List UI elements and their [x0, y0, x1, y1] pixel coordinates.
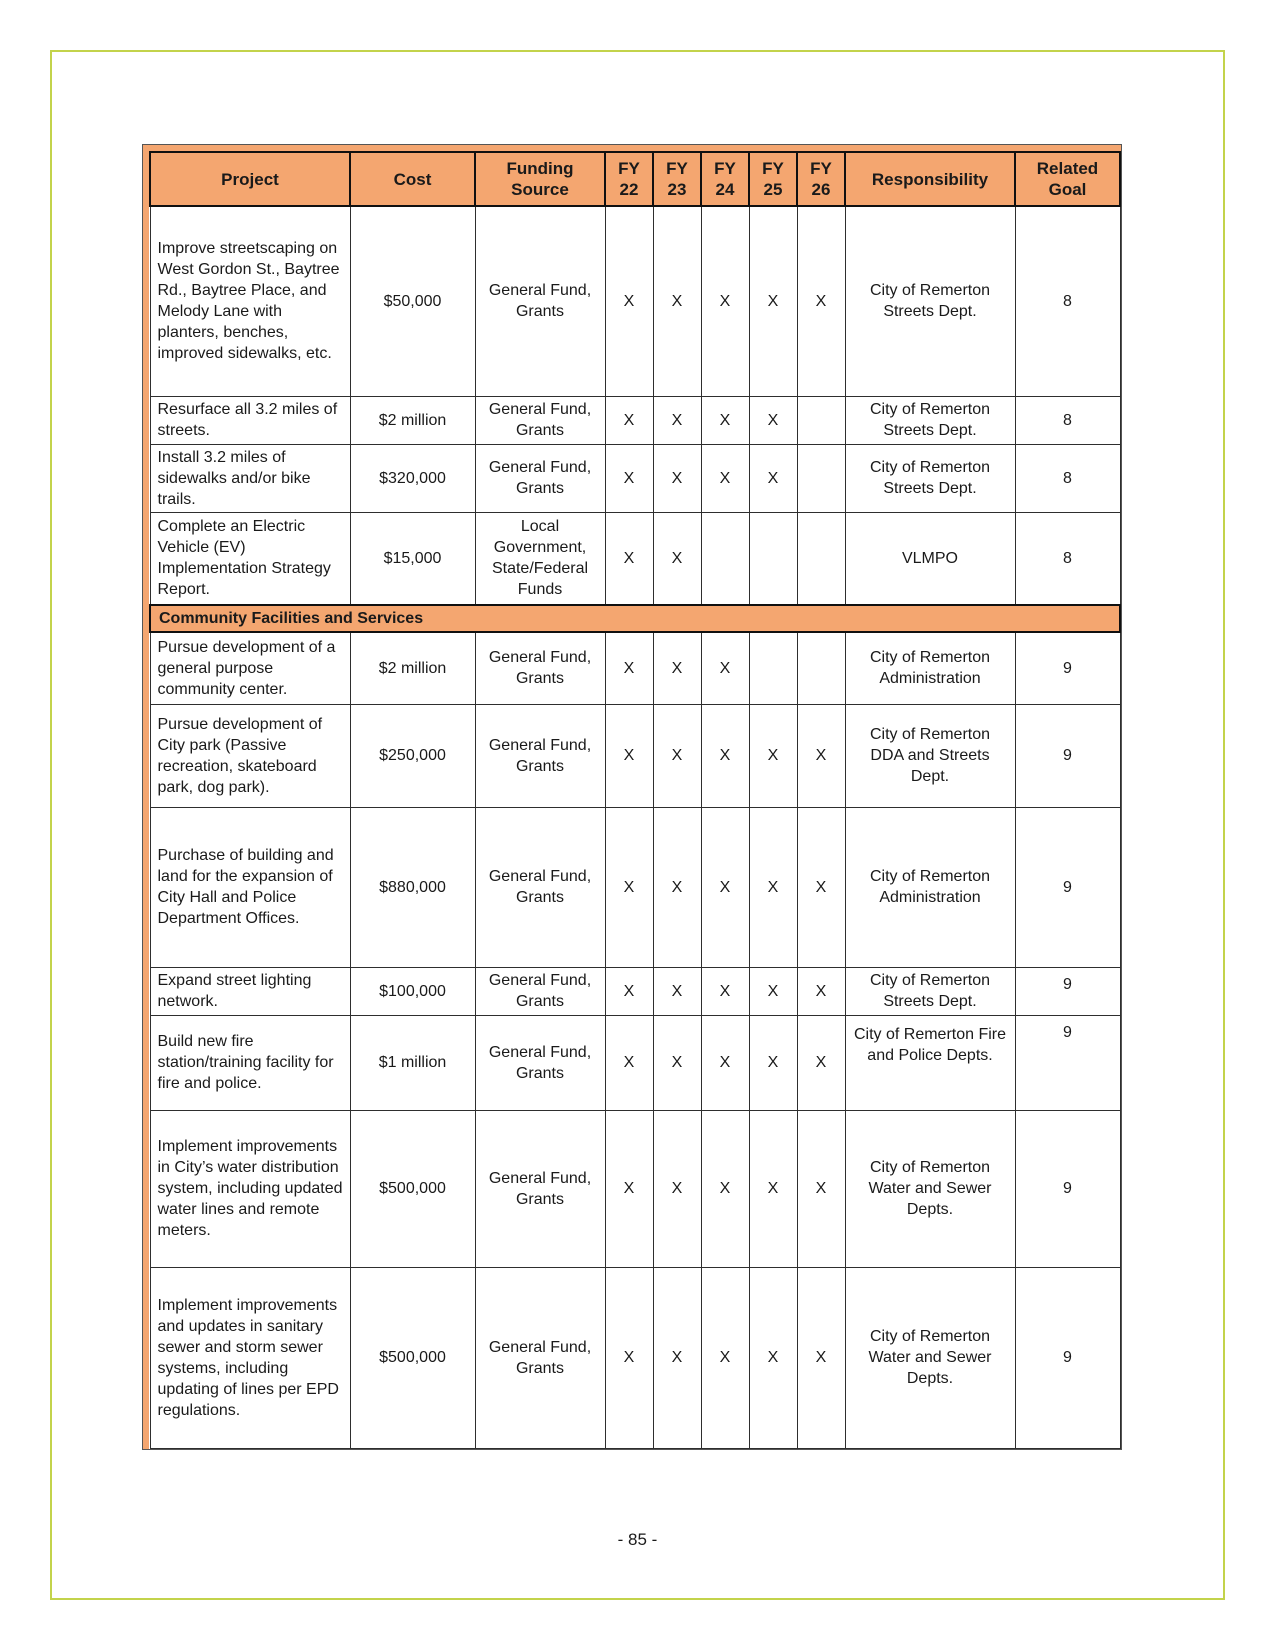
fy25-cell: X [749, 704, 797, 807]
cost-cell: $2 million [350, 396, 475, 444]
related-goal-cell: 9 [1015, 807, 1120, 967]
cost-cell: $1 million [350, 1015, 475, 1110]
fy25-cell: X [749, 206, 797, 396]
fy23-cell: X [653, 632, 701, 704]
section-header: Community Facilities and Services [150, 605, 1120, 632]
project-cell: Build new fire station/training facility for fire and police. [150, 1015, 350, 1110]
project-cell: Pursue development of City park (Passive recreation, skateboard park, dog park). [150, 704, 350, 807]
fy23-cell: X [653, 396, 701, 444]
related-goal-cell: 8 [1015, 206, 1120, 396]
fy22-cell: X [605, 444, 653, 512]
funding-source-cell: General Fund, Grants [475, 396, 605, 444]
fy22-cell: X [605, 512, 653, 605]
fy22-cell: X [605, 1267, 653, 1448]
fy26-cell: X [797, 1267, 845, 1448]
col-header-related-goal: Related Goal [1015, 152, 1120, 206]
col-header-fy-23: FY 23 [653, 152, 701, 206]
fy24-cell: X [701, 444, 749, 512]
responsibility-cell: City of Remerton Administration [845, 807, 1015, 967]
fy24-cell: X [701, 704, 749, 807]
table-row [150, 206, 1120, 396]
fy26-cell [797, 512, 845, 605]
fy25-cell [749, 512, 797, 605]
funding-source-cell: General Fund, Grants [475, 206, 605, 396]
fy23-cell: X [653, 1015, 701, 1110]
cost-cell: $50,000 [350, 206, 475, 396]
fy22-cell: X [605, 206, 653, 396]
project-cell: Expand street lighting network. [150, 967, 350, 1015]
fy26-cell [797, 632, 845, 704]
responsibility-cell: City of Remerton DDA and Streets Dept. [845, 704, 1015, 807]
fy26-cell: X [797, 967, 845, 1015]
funding-source-cell: General Fund, Grants [475, 632, 605, 704]
fy26-cell: X [797, 704, 845, 807]
project-cell: Complete an Electric Vehicle (EV) Implementation Strategy Report. [150, 512, 350, 605]
col-header-fy-26: FY 26 [797, 152, 845, 206]
fy22-cell: X [605, 396, 653, 444]
fy24-cell: X [701, 967, 749, 1015]
table-header-row [150, 152, 1120, 206]
col-header-fy-25: FY 25 [749, 152, 797, 206]
fy24-cell: X [701, 807, 749, 967]
table-row [150, 1267, 1120, 1448]
funding-source-cell: General Fund, Grants [475, 807, 605, 967]
related-goal-cell: 9 [1015, 1267, 1120, 1448]
funding-source-cell: General Fund, Grants [475, 967, 605, 1015]
fy25-cell [749, 632, 797, 704]
table-row [150, 396, 1120, 444]
fy24-cell: X [701, 396, 749, 444]
fy23-cell: X [653, 206, 701, 396]
col-header-fy-22: FY 22 [605, 152, 653, 206]
table-row [150, 1015, 1120, 1110]
table-row [150, 807, 1120, 967]
related-goal-cell: 8 [1015, 396, 1120, 444]
table-row [150, 1110, 1120, 1267]
fy25-cell: X [749, 807, 797, 967]
fy22-cell: X [605, 704, 653, 807]
funding-source-cell: General Fund, Grants [475, 1015, 605, 1110]
cip-projects-table [142, 144, 1122, 1450]
responsibility-cell: City of Remerton Water and Sewer Depts. [845, 1267, 1015, 1448]
col-header-responsibility: Responsibility [845, 152, 1015, 206]
table-row [150, 967, 1120, 1015]
fy25-cell: X [749, 1015, 797, 1110]
fy24-cell: X [701, 1015, 749, 1110]
project-cell: Implement improvements and updates in sanitary sewer and storm sewer systems, including updating of lines per EPD regulations. [150, 1267, 350, 1448]
fy25-cell: X [749, 444, 797, 512]
fy26-cell: X [797, 1110, 845, 1267]
table-row [150, 512, 1120, 605]
fy22-cell: X [605, 807, 653, 967]
fy26-cell: X [797, 807, 845, 967]
project-cell: Install 3.2 miles of sidewalks and/or bike trails. [150, 444, 350, 512]
fy23-cell: X [653, 444, 701, 512]
page-number: - 85 - [617, 1530, 658, 1549]
cost-cell: $15,000 [350, 512, 475, 605]
fy24-cell: X [701, 1110, 749, 1267]
cost-cell: $100,000 [350, 967, 475, 1015]
fy26-cell [797, 396, 845, 444]
project-cell: Resurface all 3.2 miles of streets. [150, 396, 350, 444]
section-row [150, 605, 1120, 632]
fy26-cell: X [797, 206, 845, 396]
responsibility-cell: City of Remerton Streets Dept. [845, 444, 1015, 512]
col-header-project: Project [150, 152, 350, 206]
responsibility-cell: City of Remerton Administration [845, 632, 1015, 704]
funding-source-cell: General Fund, Grants [475, 444, 605, 512]
cost-cell: $880,000 [350, 807, 475, 967]
project-cell: Purchase of building and land for the expansion of City Hall and Police Department Offices. [150, 807, 350, 967]
fy25-cell: X [749, 1267, 797, 1448]
fy25-cell: X [749, 967, 797, 1015]
fy24-cell [701, 512, 749, 605]
fy24-cell: X [701, 206, 749, 396]
table-row [150, 444, 1120, 512]
fy22-cell: X [605, 632, 653, 704]
page-border-frame [50, 50, 1225, 1600]
fy25-cell: X [749, 1110, 797, 1267]
fy22-cell: X [605, 1015, 653, 1110]
table-row [150, 704, 1120, 807]
col-header-funding-source: Funding Source [475, 152, 605, 206]
responsibility-cell: City of Remerton Streets Dept. [845, 396, 1015, 444]
fy23-cell: X [653, 1267, 701, 1448]
related-goal-cell: 8 [1015, 512, 1120, 605]
responsibility-cell: City of Remerton Water and Sewer Depts. [845, 1110, 1015, 1267]
related-goal-cell: 9 [1015, 1110, 1120, 1267]
responsibility-cell: City of Remerton Streets Dept. [845, 967, 1015, 1015]
project-cell: Improve streetscaping on West Gordon St., Baytree Rd., Baytree Place, and Melody Lane with planters, benches, improved sidewalks, etc. [150, 206, 350, 396]
col-header-cost: Cost [350, 152, 475, 206]
related-goal-cell: 9 [1015, 704, 1120, 807]
col-header-fy-24: FY 24 [701, 152, 749, 206]
fy23-cell: X [653, 967, 701, 1015]
responsibility-cell: City of Remerton Streets Dept. [845, 206, 1015, 396]
responsibility-cell: City of Remerton Fire and Police Depts. [845, 1015, 1015, 1110]
fy25-cell: X [749, 396, 797, 444]
cost-cell: $2 million [350, 632, 475, 704]
funding-source-cell: General Fund, Grants [475, 1110, 605, 1267]
cost-cell: $250,000 [350, 704, 475, 807]
fy23-cell: X [653, 1110, 701, 1267]
funding-source-cell: Local Government, State/Federal Funds [475, 512, 605, 605]
table-row [150, 632, 1120, 704]
fy24-cell: X [701, 1267, 749, 1448]
fy23-cell: X [653, 704, 701, 807]
fy26-cell: X [797, 1015, 845, 1110]
related-goal-cell: 9 [1015, 632, 1120, 704]
project-cell: Implement improvements in City’s water distribution system, including updated water lines and remote meters. [150, 1110, 350, 1267]
responsibility-cell: VLMPO [845, 512, 1015, 605]
fy26-cell [797, 444, 845, 512]
funding-source-cell: General Fund, Grants [475, 1267, 605, 1448]
fy23-cell: X [653, 807, 701, 967]
cost-cell: $500,000 [350, 1267, 475, 1448]
cost-cell: $320,000 [350, 444, 475, 512]
fy23-cell: X [653, 512, 701, 605]
fy22-cell: X [605, 1110, 653, 1267]
related-goal-cell: 9 [1015, 967, 1120, 1015]
fy22-cell: X [605, 967, 653, 1015]
cost-cell: $500,000 [350, 1110, 475, 1267]
fy24-cell: X [701, 632, 749, 704]
project-cell: Pursue development of a general purpose community center. [150, 632, 350, 704]
related-goal-cell: 8 [1015, 444, 1120, 512]
funding-source-cell: General Fund, Grants [475, 704, 605, 807]
related-goal-cell: 9 [1015, 1015, 1120, 1110]
